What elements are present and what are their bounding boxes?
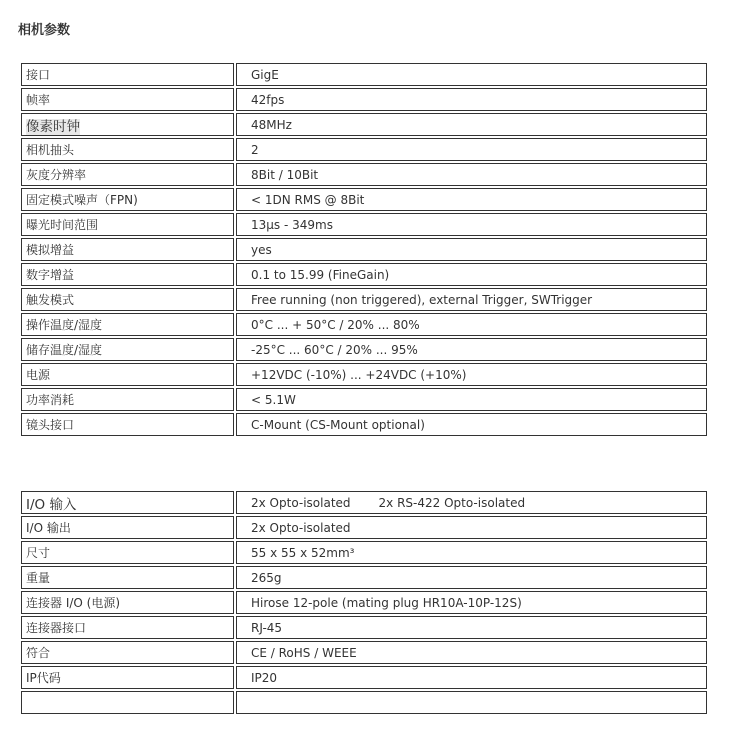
- param-value: 48MHz: [236, 113, 707, 136]
- param-value: yes: [236, 238, 707, 261]
- table-row: [21, 541, 707, 564]
- param-label: IP代码: [21, 666, 234, 689]
- param-value: +12VDC (-10%) ... +24VDC (+10%): [236, 363, 707, 386]
- table-row: [21, 163, 707, 186]
- param-value: 0.1 to 15.99 (FineGain): [236, 263, 707, 286]
- table-row: [21, 313, 707, 336]
- param-value: < 5.1W: [236, 388, 707, 411]
- param-value: Free running (non triggered), external Trigger, SWTrigger: [236, 288, 707, 311]
- param-value: < 1DN RMS @ 8Bit: [236, 188, 707, 211]
- param-label: [21, 113, 234, 136]
- param-label: 灰度分辨率: [21, 163, 234, 186]
- param-label: 帧率: [21, 88, 234, 111]
- table-row: [21, 491, 707, 514]
- param-label: 触发模式: [21, 288, 234, 311]
- param-value: 2: [236, 138, 707, 161]
- param-value: 2x Opto-isolated: [236, 516, 707, 539]
- param-label: 电源: [21, 363, 234, 386]
- param-value: [236, 491, 707, 514]
- table-row: [21, 691, 707, 714]
- table-row: [21, 88, 707, 111]
- table-row: [21, 616, 707, 639]
- table-row: [21, 213, 707, 236]
- param-label: 储存温度/湿度: [21, 338, 234, 361]
- table-row: [21, 363, 707, 386]
- param-value-part: 2x RS-422 Opto-isolated: [378, 495, 526, 510]
- table-row: [21, 113, 707, 136]
- param-label: 操作温度/湿度: [21, 313, 234, 336]
- param-label: 相机抽头: [21, 138, 234, 161]
- param-label: 固定模式噪声（FPN): [21, 188, 234, 211]
- highlighted-label-text: 像素时钟: [26, 118, 80, 135]
- table-row: [21, 288, 707, 311]
- param-label: 功率消耗: [21, 388, 234, 411]
- table-row: [21, 238, 707, 261]
- param-label: 模拟增益: [21, 238, 234, 261]
- param-value: 8Bit / 10Bit: [236, 163, 707, 186]
- param-label: I/O 输入: [21, 491, 234, 514]
- param-value: 42fps: [236, 88, 707, 111]
- table-row: [21, 263, 707, 286]
- param-label: I/O 输出: [21, 516, 234, 539]
- param-label: 连接器接口: [21, 616, 234, 639]
- param-label: 数字增益: [21, 263, 234, 286]
- table-row: [21, 138, 707, 161]
- param-value: IP20: [236, 666, 707, 689]
- param-label: 连接器 I/O (电源): [21, 591, 234, 614]
- param-value: 55 x 55 x 52mm³: [236, 541, 707, 564]
- table-row: [21, 388, 707, 411]
- table-row: [21, 666, 707, 689]
- param-value: RJ-45: [236, 616, 707, 639]
- param-value-part: 2x Opto-isolated: [251, 495, 351, 510]
- table-row: [21, 413, 707, 436]
- param-label: [21, 691, 234, 714]
- page-title: 相机参数: [18, 23, 71, 38]
- camera-io-table: [19, 489, 709, 716]
- table-row: [21, 188, 707, 211]
- param-value: 13µs - 349ms: [236, 213, 707, 236]
- param-label: 尺寸: [21, 541, 234, 564]
- camera-params-table: [19, 61, 709, 438]
- table-row: [21, 338, 707, 361]
- param-label: 曝光时间范围: [21, 213, 234, 236]
- table-row: [21, 591, 707, 614]
- param-value: Hirose 12-pole (mating plug HR10A-10P-12S): [236, 591, 707, 614]
- param-value: 265g: [236, 566, 707, 589]
- table-row: [21, 516, 707, 539]
- param-label: 符合: [21, 641, 234, 664]
- table-row: [21, 641, 707, 664]
- param-value: C-Mount (CS-Mount optional): [236, 413, 707, 436]
- param-value: GigE: [236, 63, 707, 86]
- table-row: [21, 566, 707, 589]
- table-row: [21, 63, 707, 86]
- param-value: [236, 691, 707, 714]
- param-label: 接口: [21, 63, 234, 86]
- param-label: 镜头接口: [21, 413, 234, 436]
- param-value: -25°C ... 60°C / 20% ... 95%: [236, 338, 707, 361]
- param-label: 重量: [21, 566, 234, 589]
- param-value: 0°C ... + 50°C / 20% ... 80%: [236, 313, 707, 336]
- param-value: CE / RoHS / WEEE: [236, 641, 707, 664]
